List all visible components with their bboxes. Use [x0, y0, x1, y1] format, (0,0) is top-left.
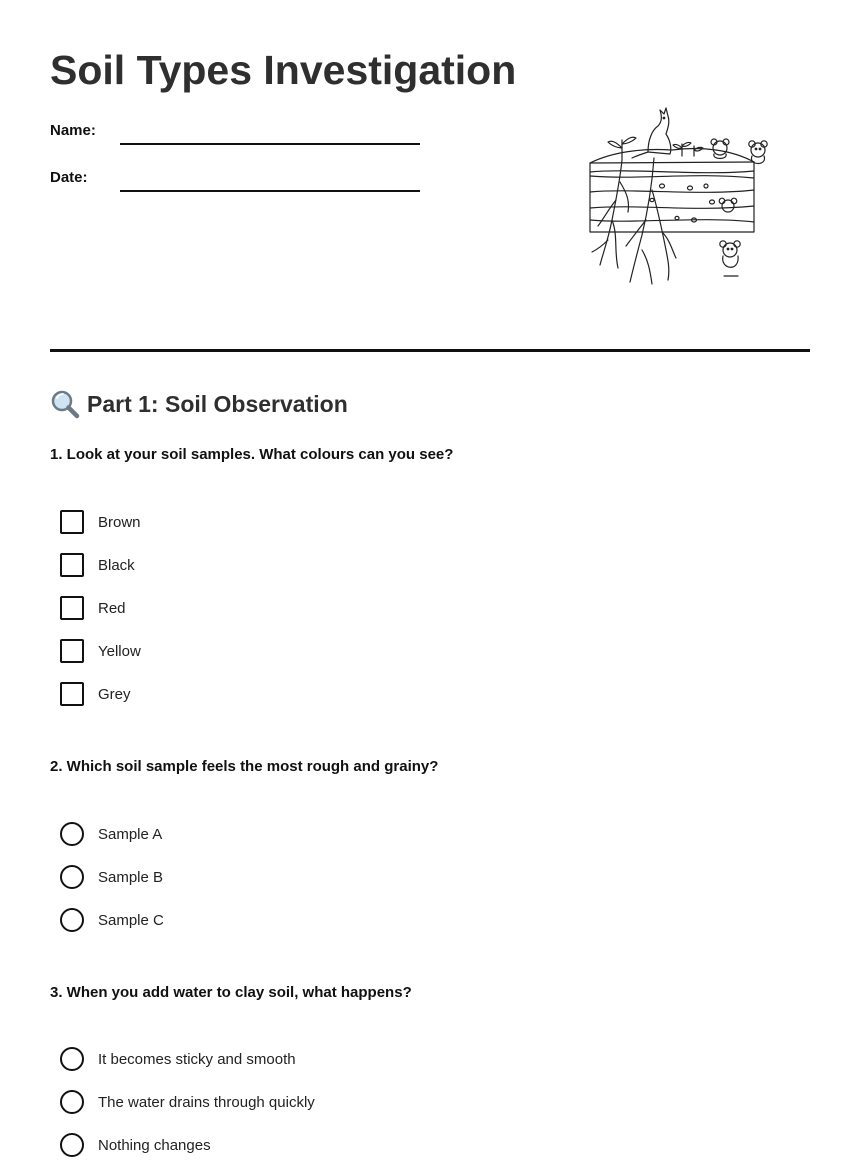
option-label: Sample A: [98, 825, 163, 843]
q1-option-brown[interactable]: [60, 509, 141, 535]
part1-title: Part 1: Soil Observation: [87, 390, 348, 417]
option-label: Black: [98, 556, 135, 574]
option-label: Brown: [98, 513, 141, 531]
q1-option-black[interactable]: [60, 552, 135, 578]
radio-button[interactable]: [60, 908, 84, 932]
checkbox[interactable]: [60, 596, 84, 620]
option-label: Red: [98, 599, 126, 617]
checkbox[interactable]: [60, 639, 84, 663]
name-label: Name:: [50, 122, 96, 139]
option-label: Sample B: [98, 868, 164, 886]
question-2: 2. Which soil sample feels the most rough and grainy?: [50, 758, 439, 775]
q3-option-sticky[interactable]: [60, 1046, 296, 1072]
option-label: Yellow: [98, 642, 141, 660]
option-label: Sample C: [98, 911, 164, 929]
q1-option-red[interactable]: [60, 595, 126, 621]
checkbox[interactable]: [60, 553, 84, 577]
checkbox[interactable]: [60, 510, 84, 534]
radio-button[interactable]: [60, 1090, 84, 1114]
option-label: Nothing changes: [98, 1136, 211, 1154]
part1-heading: [50, 388, 348, 420]
option-label: Grey: [98, 685, 131, 703]
soil-layers-illustration: [582, 100, 782, 290]
q3-option-drains[interactable]: [60, 1089, 315, 1115]
section-divider: [50, 349, 810, 352]
radio-button[interactable]: [60, 1047, 84, 1071]
q2-option-sample-a[interactable]: [60, 821, 162, 847]
date-label: Date:: [50, 169, 88, 186]
name-input-line[interactable]: [120, 143, 420, 145]
question-3: 3. When you add water to clay soil, what happens?: [50, 984, 412, 1001]
q1-option-grey[interactable]: [60, 681, 131, 707]
q2-option-sample-b[interactable]: [60, 864, 163, 890]
q1-option-yellow[interactable]: [60, 638, 141, 664]
q2-option-sample-c[interactable]: [60, 907, 164, 933]
checkbox[interactable]: [60, 682, 84, 706]
option-label: It becomes sticky and smooth: [98, 1050, 296, 1068]
magnifying-glass-icon: [50, 389, 80, 419]
q3-option-nothing[interactable]: [60, 1132, 211, 1158]
radio-button[interactable]: [60, 822, 84, 846]
question-1: 1. Look at your soil samples. What colours can you see?: [50, 446, 454, 463]
radio-button[interactable]: [60, 865, 84, 889]
date-input-line[interactable]: [120, 190, 420, 192]
page-title: Soil Types Investigation: [50, 47, 517, 93]
date-field[interactable]: [50, 169, 420, 199]
radio-button[interactable]: [60, 1133, 84, 1157]
option-label: The water drains through quickly: [98, 1093, 315, 1111]
name-field[interactable]: [50, 122, 420, 152]
